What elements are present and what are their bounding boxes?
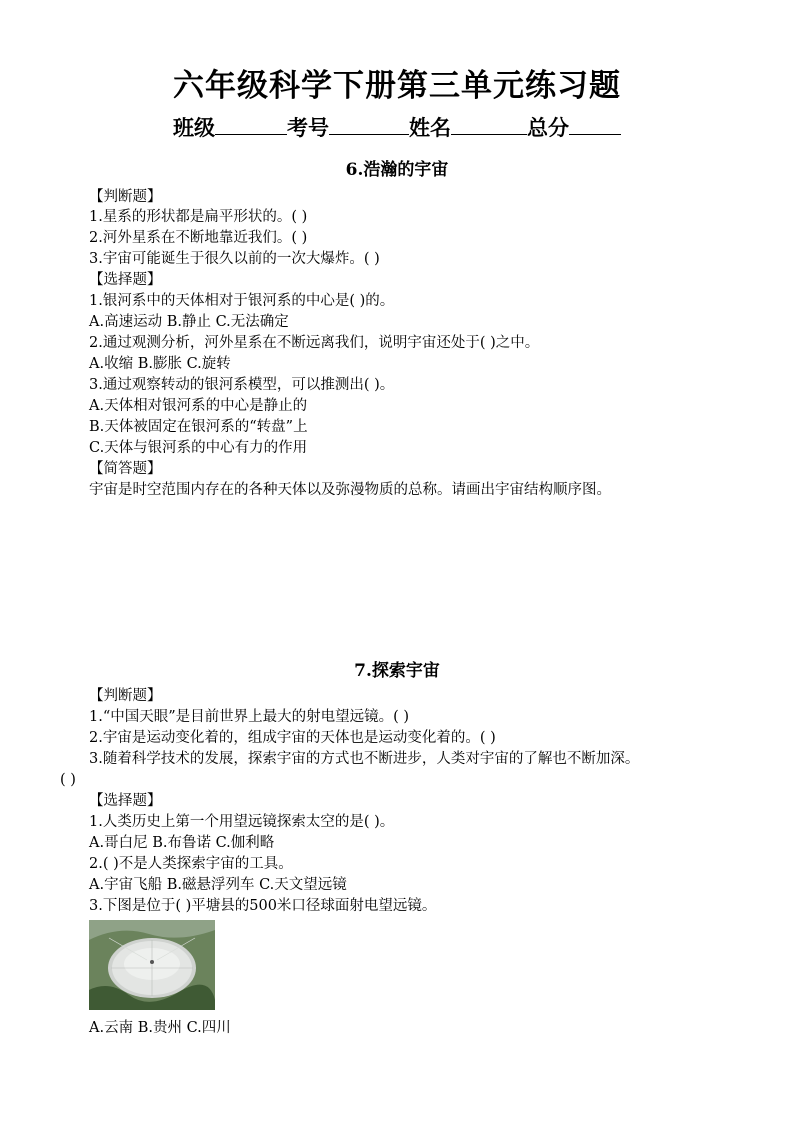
- section-7-judge-heading: 【判断题】: [89, 688, 162, 704]
- section-6-title: 6.浩瀚的宇宙: [345, 160, 449, 180]
- section-6-short-question: 宇宙是时空范围内存在的各种天体以及弥漫物质的总称。请画出宇宙结构顺序图。: [89, 482, 611, 498]
- score-label: 总分: [527, 115, 569, 140]
- section-6-choice-q3-option-a: A.天体相对银河系的中心是静止的: [89, 398, 308, 414]
- section-6-choice-q1: 1.银河系中的天体相对于银河系的中心是( )的。: [89, 293, 395, 309]
- section-6-choice-q3-option-c: C.天体与银河系的中心有力的作用: [89, 440, 308, 456]
- exam-no-blank[interactable]: [329, 116, 409, 135]
- section-7-choice-q1: 1.人类历史上第一个用望远镜探索太空的是( )。: [89, 814, 395, 830]
- section-6-choice-q1-options: A.高速运动 B.静止 C.无法确定: [89, 314, 289, 330]
- section-7-judge-q3: 3.随着科学技术的发展，探索宇宙的方式也不断进步，人类对宇宙的了解也不断加深。: [89, 751, 640, 767]
- section-7-title: 7.探索宇宙: [354, 661, 440, 681]
- section-7-choice-heading: 【选择题】: [89, 793, 162, 809]
- section-6-judge-heading: 【判断题】: [89, 189, 162, 205]
- section-6-short-heading: 【简答题】: [89, 461, 162, 477]
- name-label: 姓名: [409, 115, 451, 140]
- section-6-judge-q2: 2.河外星系在不断地靠近我们。( ): [89, 230, 308, 246]
- fast-telescope-photo: [89, 920, 215, 1010]
- radio-telescope-dish-icon: [89, 920, 215, 1010]
- section-7-judge-q1: 1.“中国天眼”是目前世界上最大的射电望远镜。( ): [89, 709, 410, 725]
- section-7-choice-q1-options: A.哥白尼 B.布鲁诺 C.伽利略: [89, 835, 275, 851]
- section-6-choice-q2-options: A.收缩 B.膨胀 C.旋转: [89, 356, 231, 372]
- section-7-choice-q3: 3.下图是位于( )平塘县的500米口径球面射电望远镜。: [89, 898, 437, 914]
- score-blank[interactable]: [569, 116, 621, 135]
- section-6-judge-q3: 3.宇宙可能诞生于很久以前的一次大爆炸。( ): [89, 251, 380, 267]
- class-label: 班级: [173, 115, 215, 140]
- section-6-judge-q1: 1.星系的形状都是扁平形状的。( ): [89, 209, 308, 225]
- class-blank[interactable]: [215, 116, 287, 135]
- student-info-line: [0, 112, 794, 142]
- section-6-choice-heading: 【选择题】: [89, 272, 162, 288]
- page-title: 六年级科学下册第三单元练习题: [173, 68, 621, 104]
- section-6-choice-q2: 2.通过观测分析，河外星系在不断远离我们，说明宇宙还处于( )之中。: [89, 335, 540, 351]
- section-7-choice-q3-options: A.云南 B.贵州 C.四川: [89, 1020, 231, 1036]
- section-7-judge-q2: 2.宇宙是运动变化着的，组成宇宙的天体也是运动变化着的。( ): [89, 730, 496, 746]
- section-6-choice-q3: 3.通过观察转动的银河系模型，可以推测出( )。: [89, 377, 395, 393]
- section-7-choice-q2: 2.( )不是人类探索宇宙的工具。: [89, 856, 293, 872]
- section-6-choice-q3-option-b: B.天体被固定在银河系的“转盘”上: [89, 419, 308, 435]
- name-blank[interactable]: [451, 116, 527, 135]
- section-7-judge-q3-bracket: ( ): [60, 772, 76, 788]
- section-7-choice-q2-options: A.宇宙飞船 B.磁悬浮列车 C.天文望远镜: [89, 877, 347, 893]
- exam-no-label: 考号: [287, 115, 329, 140]
